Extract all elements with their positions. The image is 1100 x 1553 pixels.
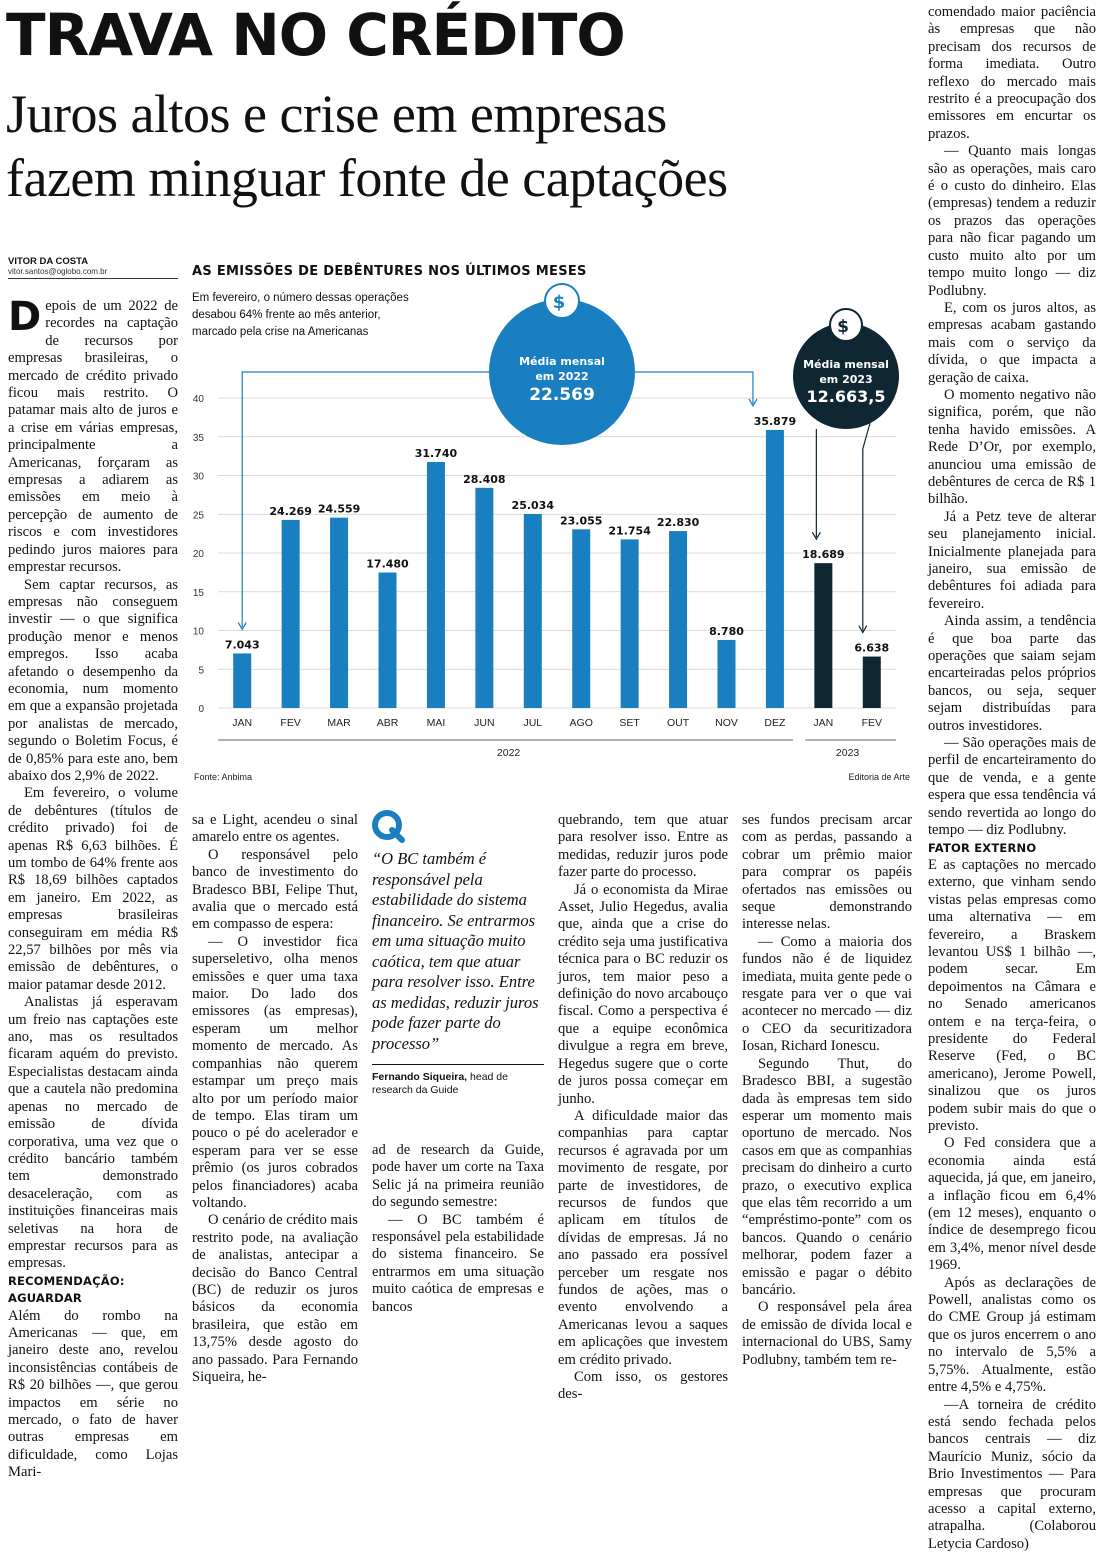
y-tick-label: 40 bbox=[193, 394, 205, 405]
x-tick-label: MAI bbox=[427, 717, 446, 729]
dollar-icon: $ bbox=[553, 292, 566, 313]
paragraph: O responsável pela área de emissão de dívida local e internacional do UBS, Samy Podlubny, também tem re- bbox=[742, 1299, 912, 1369]
paragraph: Analistas já esperavam um freio nas captações este ano, mas os resultados ficaram aquém do previsto. Especialistas destacam ainda que a cautela não predomina apenas no mercado de emissão de dívida corporativa, uma vez que o crédito bancário também tem demonstrado desaceleração, com as instituições financeiras mais seletivas na hora de emprestar recursos para as empresas. bbox=[8, 994, 178, 1273]
bar bbox=[814, 563, 832, 708]
chart-description: Em fevereiro, o número dessas operações desabou 64% frente ao mês anterior, marcado pela crise na Americanas bbox=[192, 290, 422, 341]
headline-line-2: fazem minguar fonte de captações bbox=[6, 146, 916, 210]
bar bbox=[330, 518, 348, 708]
debentures-chart bbox=[186, 280, 916, 790]
paragraph: ses fundos precisam arcar com as perdas, passando a cobrar um prêmio maior para comprar os papéis ofertados nas emissões ou seque demonstrando interesse nelas. bbox=[742, 812, 912, 934]
paragraph: comendado maior paciência às empresas que não precisam dos recursos de forma imediata. Outro reflexo do mercado mais restrito é a preocupação dos emissores em encurtar os prazos. bbox=[928, 4, 1096, 143]
paragraph: Em fevereiro, o volume de debêntures (títulos de crédito privado) foi de apenas R$ 6,63 bilhões. É um tombo de 64% frente aos R$ 18,69 bilhões captados em janeiro. Em 2022, as empresas brasileiras conseguiram em média R$ 22,57 bilhões por mês via emissão de debêntures, o maior patamar desde 2012. bbox=[8, 785, 178, 994]
bar-value-label: 35.879 bbox=[754, 415, 796, 428]
article-column-4 bbox=[558, 812, 728, 1404]
paragraph: Segundo Thut, do Bradesco BBI, a sugestão dada às empresas tem sido esperar um momento mais oportuno de mercado. Nos casos em que as companhias precisam do dinheiro a curto prazo, o executivo explica que elas têm recorrido a um “empréstimo-ponte” com os bancos. Quando o cenário melhorar, podem fazer a emissão e pagar o débito bancário. bbox=[742, 1056, 912, 1300]
y-tick-label: 5 bbox=[198, 665, 204, 676]
bar-value-label: 17.480 bbox=[366, 558, 409, 571]
bar bbox=[766, 430, 784, 708]
chart-source: Fonte: Anbima bbox=[194, 772, 252, 782]
headline-line-1: Juros altos e crise em empresas bbox=[6, 82, 916, 146]
paragraph: ad de research da Guide, pode haver um corte na Taxa Selic já na primeira reunião do segundo semestre: bbox=[372, 1142, 544, 1212]
subheading-fator-externo: FATOR EXTERNO bbox=[928, 840, 1096, 857]
bubble-2023-label: em 2023 bbox=[819, 373, 872, 386]
article-column-2 bbox=[192, 812, 358, 1386]
paragraph: O cenário de crédito mais restrito pode, na avaliação de analistas, antecipar a decisão do Banco Central (BC) de reduzir os juros básicos da economia brasileira, que estão em 13,75% desde agosto do ano passado. Para Fernando Siqueira, he- bbox=[192, 1212, 358, 1386]
kicker: TRAVA NO CRÉDITO bbox=[6, 2, 916, 68]
headline bbox=[6, 82, 916, 210]
x-tick-label: ABR bbox=[377, 717, 399, 729]
x-tick-label: SET bbox=[619, 717, 640, 729]
y-tick-label: 25 bbox=[193, 510, 205, 521]
paragraph: Ainda assim, a tendência é que boa parte das operações que saiam sejam encarteiradas pelos próprios bancos, ou seja, sequer sejam distribuídas para outros investidores. bbox=[928, 613, 1096, 735]
chart-title: AS EMISSÕES DE DEBÊNTURES NOS ÚLTIMOS MESES bbox=[192, 264, 587, 279]
y-tick-label: 10 bbox=[193, 627, 205, 638]
x-tick-label: FEV bbox=[862, 717, 882, 729]
y-tick-label: 30 bbox=[193, 472, 205, 483]
y-tick-label: 15 bbox=[193, 588, 205, 599]
bar-value-label: 24.269 bbox=[269, 505, 311, 518]
paragraph: — São operações mais de perfil de encarteiramento do que de venda, e a gente espera que essa tendência vá sendo revertida ao longo do tempo — diz Podlubny. bbox=[928, 735, 1096, 839]
paragraph: —A torneira de crédito está sendo fechada pelos bancos centrais — diz Maurício Muniz, sócio da Brio Investimentos — Para empresas que procuram acesso a capital externo, atrapalha. (Colaborou Letycia Cardoso) bbox=[928, 1397, 1096, 1553]
x-tick-label: OUT bbox=[667, 717, 690, 729]
x-tick-label: JAN bbox=[232, 717, 252, 729]
x-tick-label: JUN bbox=[474, 717, 494, 729]
bar-value-label: 7.043 bbox=[225, 638, 260, 651]
paragraph: A dificuldade maior das companhias para captar recursos é agravada por um movimento de resgate, por parte de investidores, de recursos de fundos que aplicam em títulos de dívidas de empresas. Já no ano passado era possível perceber um resgate nos fundos de ações, mas o evento envolvendo a Americanas levou a saques em aplicações que investem em crédito privado. bbox=[558, 1108, 728, 1369]
y-tick-label: 20 bbox=[193, 549, 205, 560]
bar-value-label: 21.754 bbox=[608, 524, 651, 537]
paragraph: Já o economista da Mirae Asset, Julio Hegedus, avalia que, ainda que a crise do crédito seja uma justificativa técnica para o BC reduzir os juros, tem maior peso a definição do novo arcabouço fiscal. Como a perspectiva é que a equipe econômica divulgue a regra em breve, Hegedus sugere que o corte de juros possa começar em junho. bbox=[558, 882, 728, 1108]
byline-author: VITOR DA COSTA bbox=[8, 256, 88, 267]
article-column-3 bbox=[372, 1142, 544, 1316]
y-tick-label: 0 bbox=[198, 704, 204, 715]
connector-line-2022-left bbox=[242, 372, 489, 627]
paragraph: — O investidor fica superseletivo, olha menos emissões e quer uma taxa maior. Do lado dos emissores (as empresas), esperam um melhor momento de mercado. As companhias não querem estampar um preço mais alto por um período maior de tempo. Elas tiram um pouco o pé do acelerador e esperam para ver se esse prêmio (os juros cobrados pelos financiadores) acaba voltando. bbox=[192, 934, 358, 1213]
year-label-2023: 2023 bbox=[836, 747, 860, 759]
bar bbox=[282, 520, 300, 708]
bubble-2022-label: Média mensal bbox=[519, 355, 605, 368]
bar bbox=[572, 529, 590, 708]
bar-value-label: 23.055 bbox=[560, 514, 602, 527]
x-tick-label: JAN bbox=[813, 717, 833, 729]
byline-email[interactable]: vitor.santos@oglobo.com.br bbox=[8, 267, 107, 276]
bar bbox=[718, 640, 736, 708]
bar-value-label: 31.740 bbox=[415, 447, 458, 460]
bar bbox=[379, 573, 397, 708]
paragraph: Além do rombo na Americanas — que, em janeiro deste ano, revelou inconsistências contábeis de R$ 20 bilhões —, que gerou impactos em série no mercado, o fato de haver outras empresas em dificuldade, como Lojas Mari- bbox=[8, 1308, 178, 1482]
paragraph: — Quanto mais longas são as operações, mais caro é o custo do dinheiro. Elas (empresas) tendem a reduzir os prazos das operações para não ficar pagando um custo muito alto por um tempo muito longo — diz Podlubny. bbox=[928, 143, 1096, 300]
bar-value-label: 28.408 bbox=[463, 473, 505, 486]
bar-value-label: 6.638 bbox=[854, 642, 889, 655]
x-tick-label: DEZ bbox=[764, 717, 786, 729]
paragraph: Sem captar recursos, as empresas não conseguem investir — o que significa produção menor e menos empregos. Isso acaba afetando o desempenho da economia, num momento em que a expansão projetada por analistas de mercado, segundo o Boletim Focus, é de 0,85% para este ano, bem abaixo dos 2,9% de 2022. bbox=[8, 577, 178, 786]
bar-value-label: 25.034 bbox=[512, 499, 555, 512]
bar-value-label: 22.830 bbox=[657, 516, 700, 529]
quote-attribution: Fernando Siqueira, head de research da Guide bbox=[372, 1071, 544, 1097]
article-column-5 bbox=[742, 812, 912, 1369]
connector-line-2022-right bbox=[635, 372, 753, 404]
paragraph: Após as declarações de Powell, analistas como os do CME Group já estimam que os juros encerrem o ano no intervalo de 5,5% a 5,75%. Atualmente, estão entre 4,5% e 4,75%. bbox=[928, 1275, 1096, 1397]
bar-value-label: 18.689 bbox=[802, 548, 844, 561]
paragraph: O Fed considera que a economia ainda está aquecida, já que, em janeiro, a inflação ficou em 6,4% (em 12 meses), enquanto o índice de desemprego ficou em 3,4%, menor nível desde 1969. bbox=[928, 1135, 1096, 1274]
paragraph: — Como a maioria dos fundos não é de liquidez imediata, muita gente pede o resgate para ver o que vai acontecer no mercado — diz o CEO da securitizadora Iosan, Richard Ionescu. bbox=[742, 934, 912, 1056]
paragraph: — O BC também é responsável pela estabilidade do sistema financeiro. Se entrarmos em uma situação muito caótica de empresas e bancos bbox=[372, 1212, 544, 1316]
bubble-2022-label: em 2022 bbox=[535, 370, 588, 383]
bubble-2022-value: 22.569 bbox=[529, 385, 595, 405]
y-tick-label: 35 bbox=[193, 433, 205, 444]
paragraph: Com isso, os gestores des- bbox=[558, 1369, 728, 1404]
article-column-1 bbox=[8, 298, 178, 1482]
x-tick-label: JUL bbox=[523, 717, 542, 729]
chart-credit: Editoria de Arte bbox=[848, 772, 910, 782]
year-label-2022: 2022 bbox=[497, 747, 521, 759]
paragraph: E, com os juros altos, as empresas acabam gastando mais com o serviço da dívida, o que impacta a geração de caixa. bbox=[928, 300, 1096, 387]
bar bbox=[524, 514, 542, 708]
quote-text: “O BC também é responsável pela estabilidade do sistema financeiro. Se entrarmos em uma situação muito caótica, tem que atuar para resolver isso. Entre as medidas, reduzir juros pode fazer parte do processo” bbox=[372, 849, 544, 1054]
paragraph: E as captações no mercado externo, que vinham sendo vistas pelas empresas como uma alternativa — em fevereiro, a Braskem levantou US$ 1 bilhão —, podem secar. Em depoimentos na Câmara e no Senado americanos ontem e na terça-feira, o presidente do Federal Reserve (Fed, o BC americano), Jerome Powell, sinalizou que os juros podem subir mais do que o previsto. bbox=[928, 857, 1096, 1136]
paragraph: Já a Petz teve de alterar seu planejamento inicial. Inicialmente planejada para janeiro, sua emissão de debêntures foi adiada para fevereiro. bbox=[928, 509, 1096, 613]
bar-value-label: 24.559 bbox=[318, 503, 360, 516]
quote-rule bbox=[372, 1064, 544, 1065]
bar bbox=[475, 488, 493, 708]
bubble-2023-label: Média mensal bbox=[803, 358, 889, 371]
paragraph: O momento negativo não significa, porém, que não tenha havido emissões. A Rede D’Or, por exemplo, anunciou uma emissão de debêntures de cerca de R$ 1 bilhão. bbox=[928, 387, 1096, 509]
x-tick-label: NOV bbox=[715, 717, 738, 729]
dollar-icon: $ bbox=[837, 317, 849, 337]
paragraph: Depois de um 2022 de recordes na captação de recursos por empresas brasileiras, o mercado de crédito privado ficou mais restrito. O patamar mais alto de juros e a crise em várias empresas, principalmente a Americanas, forçaram as empresas a adiarem as emissões em meio à percepção de aumento de riscos e com investidores pedindo juros maiores para emprestar recursos. bbox=[8, 298, 178, 577]
paragraph: quebrando, tem que atuar para resolver isso. Entre as medidas, reduzir juros pode fazer parte do processo. bbox=[558, 812, 728, 882]
paragraph: sa e Light, acendeu o sinal amarelo entre os agentes. bbox=[192, 812, 358, 847]
bar bbox=[669, 531, 687, 708]
connector-line-2023-feb bbox=[863, 423, 870, 631]
x-tick-label: MAR bbox=[327, 717, 351, 729]
bubble-2023-value: 12.663,5 bbox=[807, 387, 886, 406]
bar bbox=[621, 539, 639, 708]
quote-icon bbox=[372, 810, 406, 844]
bar bbox=[233, 653, 251, 708]
pull-quote bbox=[372, 810, 544, 1097]
bar bbox=[863, 657, 881, 708]
subheading-recomendacao: RECOMENDAÇÃO: AGUARDAR bbox=[8, 1273, 178, 1308]
drop-cap: D bbox=[8, 298, 45, 334]
bar bbox=[427, 462, 445, 708]
article-column-6 bbox=[928, 4, 1096, 1553]
x-tick-label: AGO bbox=[570, 717, 593, 729]
bar-value-label: 8.780 bbox=[709, 625, 744, 638]
byline-rule bbox=[8, 278, 178, 279]
x-tick-label: FEV bbox=[280, 717, 300, 729]
paragraph: O responsável pelo banco de investimento do Bradesco BBI, Felipe Thut, avalia que o mercado está em compasso de espera: bbox=[192, 847, 358, 934]
